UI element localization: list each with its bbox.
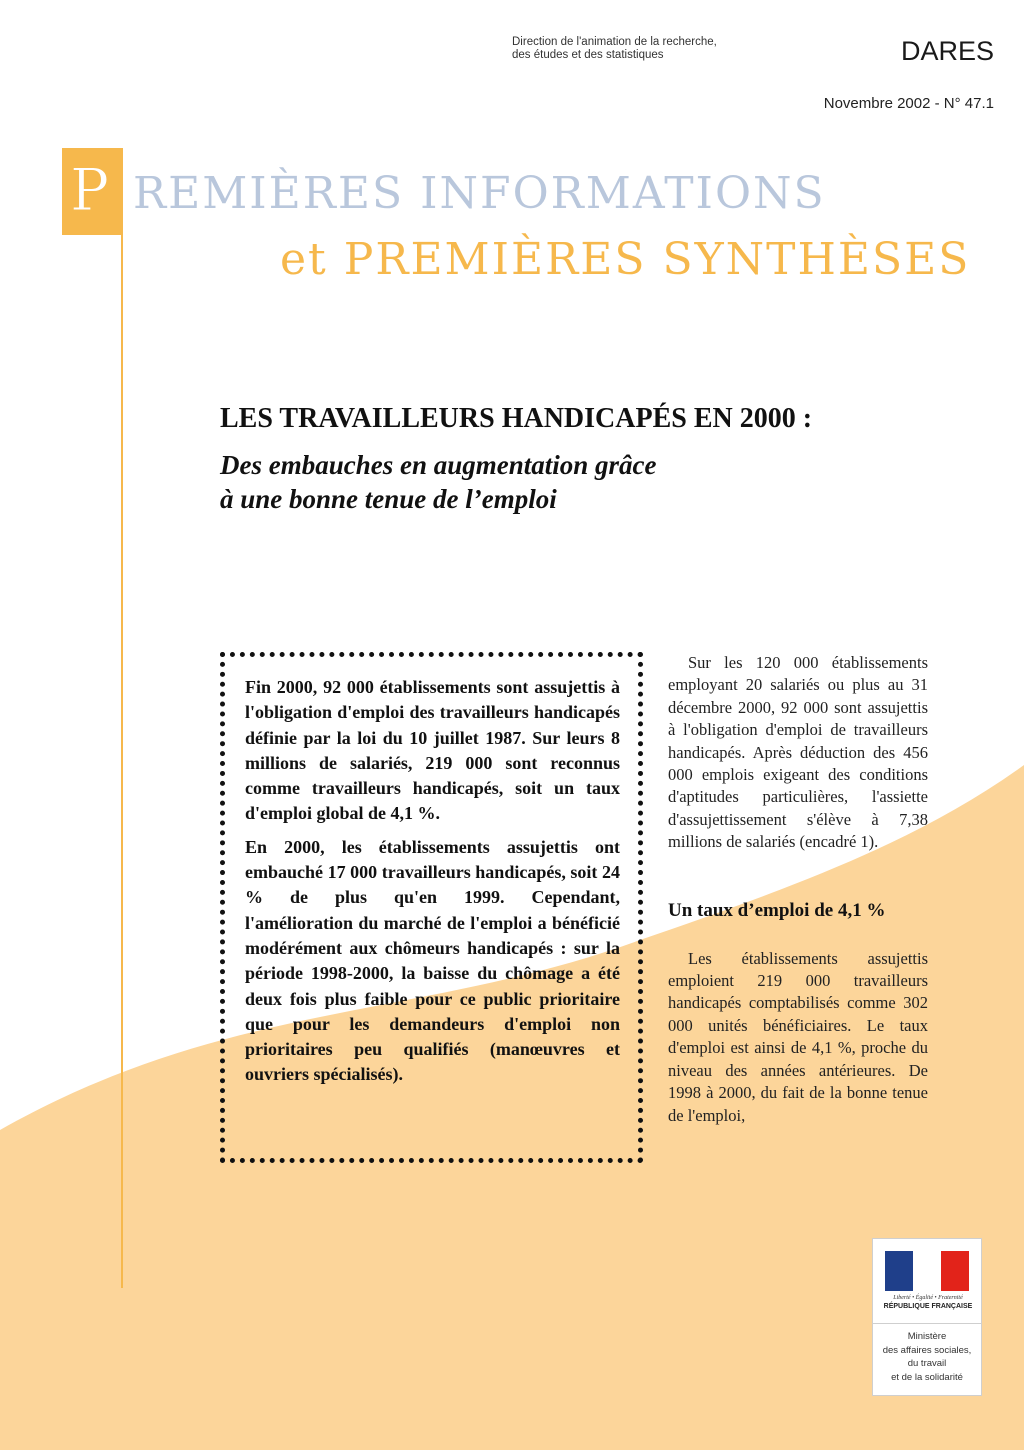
masthead-title-line-2: et PREMIÈRES SYNTHÈSES [280,234,971,285]
logo-republic: RÉPUBLIQUE FRANÇAISE [883,1303,973,1310]
summary-box [220,652,643,1163]
logo-motto: Liberté • Égalité • Fraternité [893,1295,963,1301]
logo-ministry-line-2: des affaires sociales, [882,1344,972,1356]
publisher-line-1: Direction de l'animation de la recherche, [512,36,717,48]
body-paragraph-1: Sur les 120 000 établissements employant 20 salariés ou plus au 31 décembre 2000, 92 000 sont assujettis à l'obligation d'emploi de travailleurs handicapés. Après déduction des 456 000 emplois exigeant des conditions d'aptitudes particulières, l'assiette d'assujettissement s'élève à 7,38 millions de salariés (encadré 1). [668,653,928,852]
publisher-name [512,36,782,62]
masthead-title-line-1: REMIÈRES INFORMATIONS [133,168,826,219]
section-heading: Un taux d’emploi de 4,1 % [668,899,886,921]
summary-paragraph-1: Fin 2000, 92 000 établissements sont assujettis à l'obligation d'emploi des travailleurs handicapés définie par la loi du 10 juillet 1987. Sur leurs 8 millions de salariés, 219 000 sont reconnus comme travailleurs handicapés, soit un taux d'emploi global de 4,1 %. [245,677,620,824]
logo-ministry-line-3: du travail [907,1358,947,1369]
marianne-flag-icon [885,1251,969,1291]
masthead-initial-box [62,148,122,235]
masthead-initial: P [70,156,110,224]
body-paragraph-2: Les établissements assujettis emploient 219 000 travailleurs handicapés comptabilisés comme 302 000 unités bénéficiaires. Le taux d'emploi est ainsi de 4,1 %, proche du niveau des années antérieures. De 1998 à 2000, du fait de la bonne tenue de l'emploi, [668,948,928,1125]
logo-ministry-line-4: et de la solidarité [891,1371,963,1383]
body-column [668,652,928,1127]
issue-date-number: Novembre 2002 - N° 47.1 [823,95,994,112]
article-subtitle-line-1: Des embauches en augmentation grâce [220,450,657,480]
logo-ministry-line-1: Ministère [907,1331,947,1342]
article-subtitle [220,448,657,516]
article-subtitle-line-2: à une bonne tenue de l’emploi [220,484,557,514]
ministry-logo [872,1238,982,1396]
article-title: LES TRAVAILLEURS HANDICAPÉS EN 2000 : [220,403,813,434]
summary-paragraph-2: En 2000, les établissements assujettis ont embauché 17 000 travailleurs handicapés, soit 24 % de plus qu'en 1999. Cependant, l'amélioration du marché de l'emploi a bénéficié modérément aux chômeurs handicapés : sur la période 1998-2000, la baisse du chômage a été deux fois plus faible pour ce public prioritaire que pour les demandeurs d'emploi non prioritaires peu qualifiés (manœuvres et ouvriers spécialisés). [245,836,620,1085]
publisher-line-2: des études et des statistiques [512,49,664,61]
logo-ministry-name [875,1330,979,1384]
vertical-accent-line [121,148,123,1288]
publisher-acronym: DARES [900,36,994,66]
logo-divider [873,1323,981,1324]
